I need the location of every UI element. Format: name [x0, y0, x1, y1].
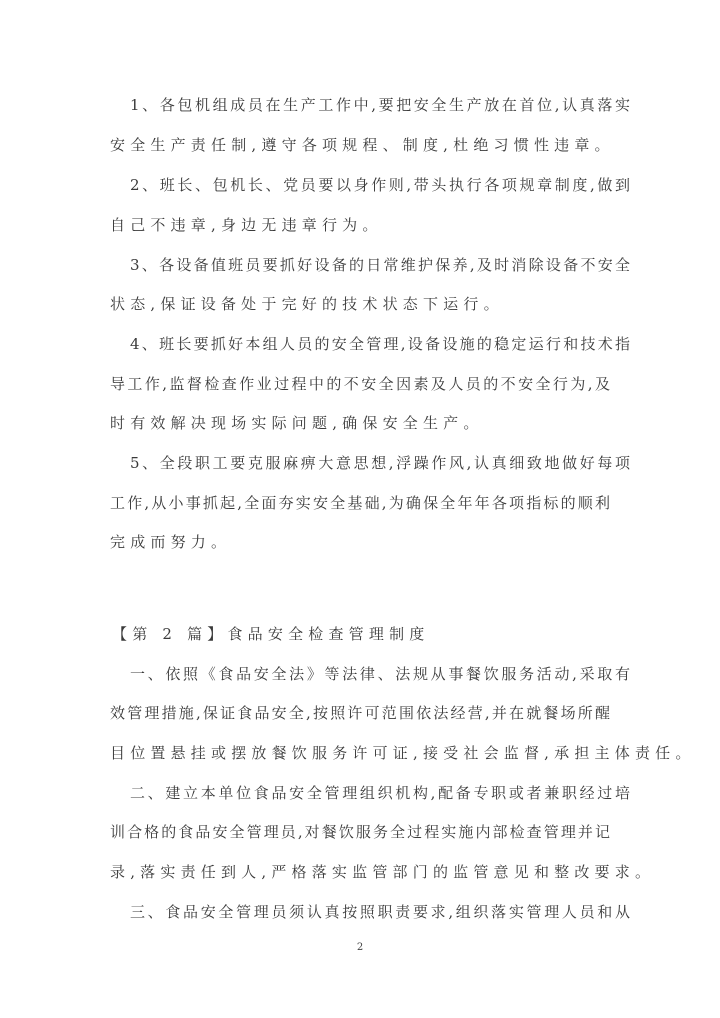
- s2-item-2-line-3: 录,落实责任到人,严格落实监管部门的监管意见和整改要求。: [110, 863, 656, 881]
- page-number: 2: [356, 942, 364, 953]
- s2-item-2-line-2: 训合格的食品安全管理员,对餐饮服务全过程实施内部检查管理并记: [110, 823, 610, 841]
- item-5-line-2: 工作,从小事抓起,全面夯实安全基础,为确保全年年各项指标的顺利: [110, 494, 610, 512]
- item-3-line-1: 3、各设备值班员要抓好设备的日常维护保养,及时消除设备不安全: [130, 256, 630, 274]
- item-4-line-1: 4、班长要抓好本组人员的安全管理,设备设施的稳定运行和技术指: [130, 335, 630, 353]
- item-5-line-3: 完成而努力。: [110, 533, 232, 551]
- s2-item-1-line-2: 效管理措施,保证食品安全,按照许可范围依法经营,并在就餐场所醒: [110, 704, 610, 722]
- item-3-line-2: 状态,保证设备处于完好的技术状态下运行。: [110, 295, 504, 313]
- section-2-heading: 【第 2 篇】食品安全检查管理制度: [112, 625, 430, 643]
- item-2-line-1: 2、班长、包机长、党员要以身作则,带头执行各项规章制度,做到: [130, 176, 630, 194]
- item-4-line-2: 导工作,监督检查作业过程中的不安全因素及人员的不安全行为,及: [110, 375, 610, 393]
- s2-item-1-line-1: 一、依照《食品安全法》等法律、法规从事餐饮服务活动,采取有: [130, 665, 630, 683]
- item-1-line-2: 安全生产责任制,遵守各项规程、制度,杜绝习惯性违章。: [110, 136, 615, 154]
- item-1-line-1: 1、各包机组成员在生产工作中,要把安全生产放在首位,认真落实: [130, 96, 630, 114]
- s2-item-3-line-1: 三、食品安全管理员须认真按照职责要求,组织落实管理人员和从: [130, 903, 630, 921]
- item-4-line-3: 时有效解决现场实际问题,确保安全生产。: [110, 414, 484, 432]
- s2-item-1-line-3: 目位置悬挂或摆放餐饮服务许可证,接受社会监督,承担主体责任。: [110, 744, 696, 762]
- s2-item-2-line-1: 二、建立本单位食品安全管理组织机构,配备专职或者兼职经过培: [130, 784, 630, 802]
- item-2-line-2: 自己不违章,身边无违章行为。: [110, 216, 383, 234]
- item-5-line-1: 5、全段职工要克服麻痹大意思想,浮躁作风,认真细致地做好每项: [130, 454, 630, 472]
